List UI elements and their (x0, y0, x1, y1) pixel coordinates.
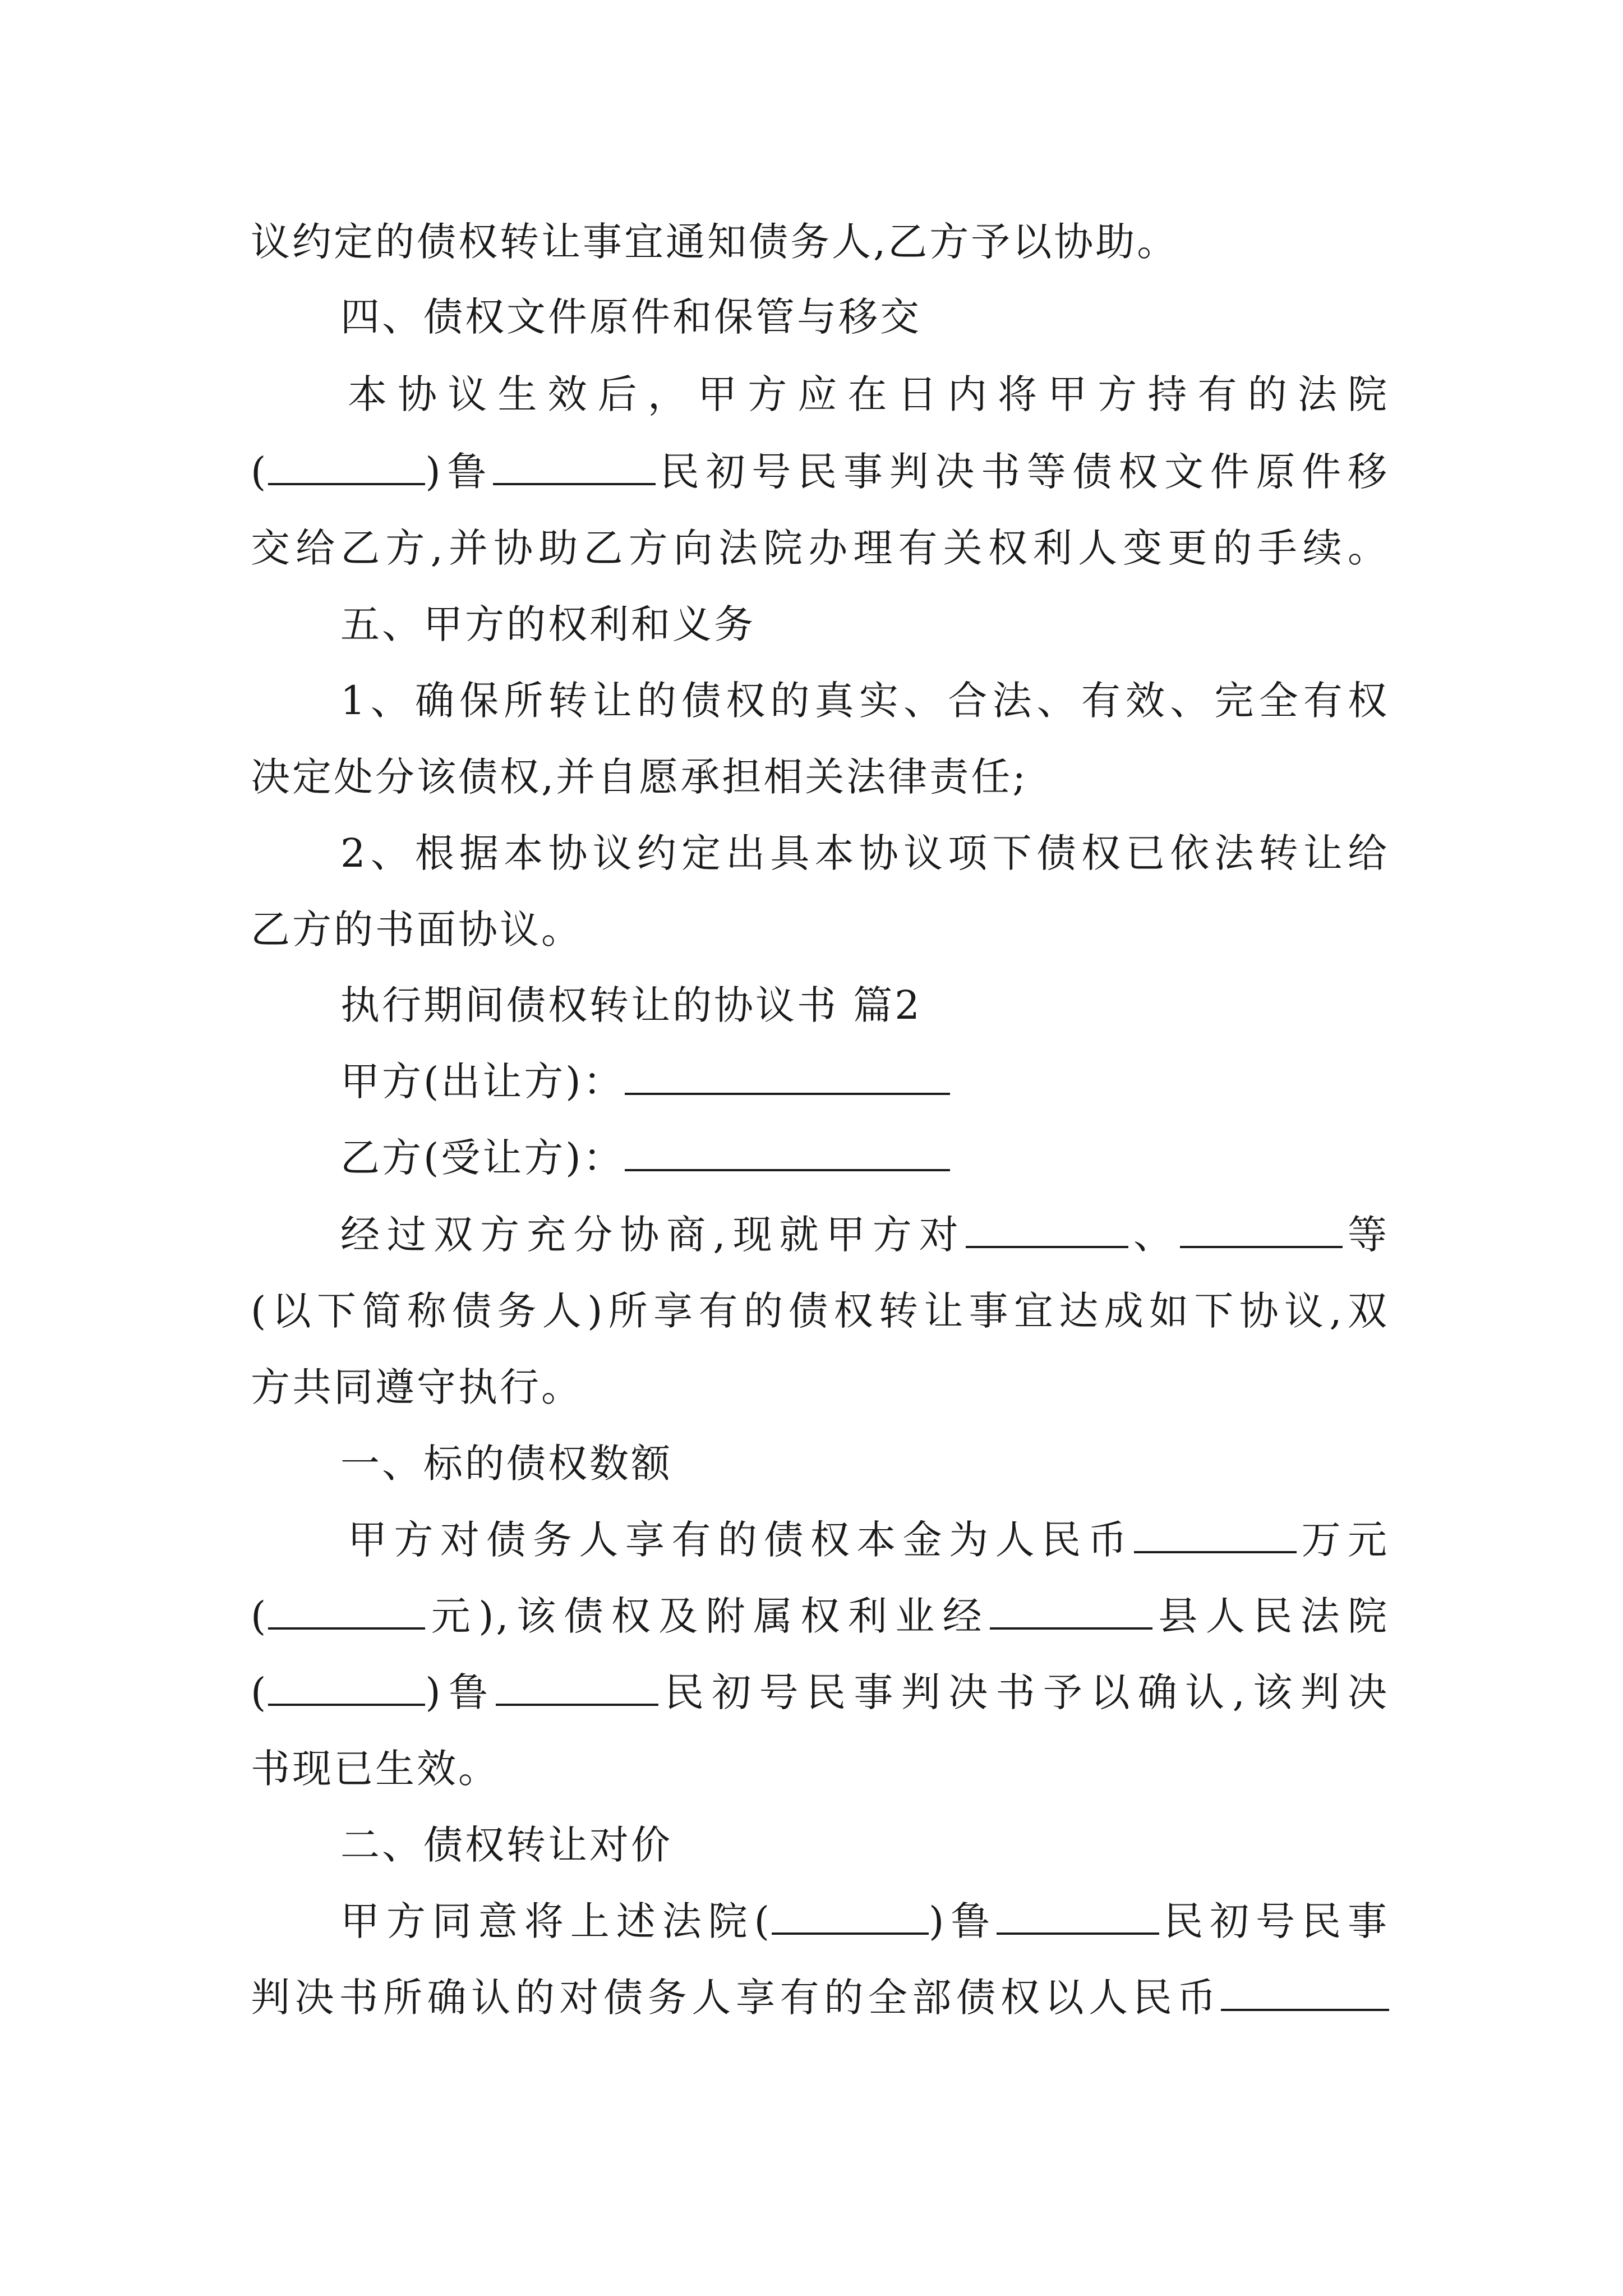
paragraph-line (251, 444, 1389, 500)
fill-in-blank (997, 1893, 1159, 1935)
text-fragment: )鲁 (425, 1669, 496, 1715)
party-b-label: 乙方(受让方)： (340, 1135, 625, 1181)
text-fragment: 甲方同意将上述法院( (340, 1898, 772, 1944)
party-a-line (340, 1053, 1389, 1110)
paragraph-line: 交给乙方,并协助乙方向法院办理有关权利人变更的手续。 (251, 525, 1389, 571)
text-fragment: 县人民法院 (1152, 1593, 1390, 1639)
paragraph-line (251, 1970, 1389, 2026)
text-fragment: )鲁 (928, 1898, 997, 1944)
fill-in-blank (1180, 1207, 1343, 1248)
section-heading: 四、债权文件原件和保管与移交 (340, 294, 921, 340)
paragraph-line (348, 1512, 1389, 1568)
text-fragment: 经过双方充分协商,现就甲方对 (340, 1212, 966, 1258)
text-fragment: ( (251, 1593, 269, 1639)
text-fragment: ( (251, 449, 269, 495)
fill-in-blank (268, 1664, 425, 1706)
text-fragment: 甲方对债务人享有的债权本金为人民币 (348, 1517, 1135, 1563)
text-fragment: 、 (1128, 1212, 1180, 1258)
text-fragment: 民初号民事判决书等债权文件原件移 (656, 449, 1389, 495)
paragraph-line: 议约定的债权转让事宜通知债务人,乙方予以协助。 (251, 219, 1179, 265)
fill-in-blank (1221, 1970, 1389, 2011)
paragraph-line: (以下简称债务人)所享有的债权转让事宜达成如下协议,双 (251, 1288, 1389, 1334)
fill-in-blank (1134, 1512, 1297, 1553)
fill-in-blank (966, 1207, 1128, 1248)
text-fragment: 民初号民事 (1159, 1898, 1390, 1944)
fill-in-blank (268, 1588, 425, 1630)
party-a-label: 甲方(出让方)： (340, 1059, 625, 1105)
paragraph-line: 决定处分该债权,并自愿承担相关法律责任; (251, 754, 1028, 800)
fill-in-blank (496, 1664, 658, 1706)
section-heading: 五、甲方的权利和义务 (340, 601, 755, 647)
text-fragment: 元),该债权及附属权利业经 (425, 1593, 990, 1639)
text-fragment: 等 (1342, 1212, 1389, 1258)
section-heading: 一、标的债权数额 (340, 1441, 672, 1487)
paragraph-line (251, 1664, 1389, 1720)
paragraph-line: 方共同遵守执行。 (251, 1364, 583, 1410)
text-fragment: ( (251, 1669, 269, 1715)
paragraph-line: 本协议生效后，甲方应在日内将甲方持有的法院 (348, 371, 1389, 417)
fill-in-blank (268, 444, 425, 485)
paragraph-line (340, 1207, 1389, 1263)
fill-in-blank (493, 444, 656, 485)
paragraph-line (340, 1893, 1389, 1949)
section-heading: 二、债权转让对价 (340, 1822, 672, 1868)
paragraph-line: 1、确保所转让的债权的真实、合法、有效、完全有权 (340, 678, 1389, 724)
fill-in-blank (990, 1588, 1152, 1630)
fill-in-blank (772, 1893, 929, 1935)
paragraph-line: 乙方的书面协议。 (251, 907, 583, 953)
party-b-line (340, 1130, 1389, 1186)
paragraph-line (251, 1588, 1389, 1644)
paragraph-line: 2、根据本协议约定出具本协议项下债权已依法转让给 (340, 830, 1389, 876)
fill-in-blank (625, 1130, 950, 1171)
paragraph-line: 书现已生效。 (251, 1746, 500, 1792)
article-title: 执行期间债权转让的协议书 篇2 (340, 982, 922, 1028)
text-fragment: 万元 (1297, 1517, 1390, 1563)
text-fragment: )鲁 (425, 449, 494, 495)
text-fragment: 民初号民事判决书予以确认,该判决 (658, 1669, 1390, 1715)
fill-in-blank (625, 1053, 950, 1095)
text-fragment: 判决书所确认的对债务人享有的全部债权以人民币 (251, 1975, 1221, 2021)
